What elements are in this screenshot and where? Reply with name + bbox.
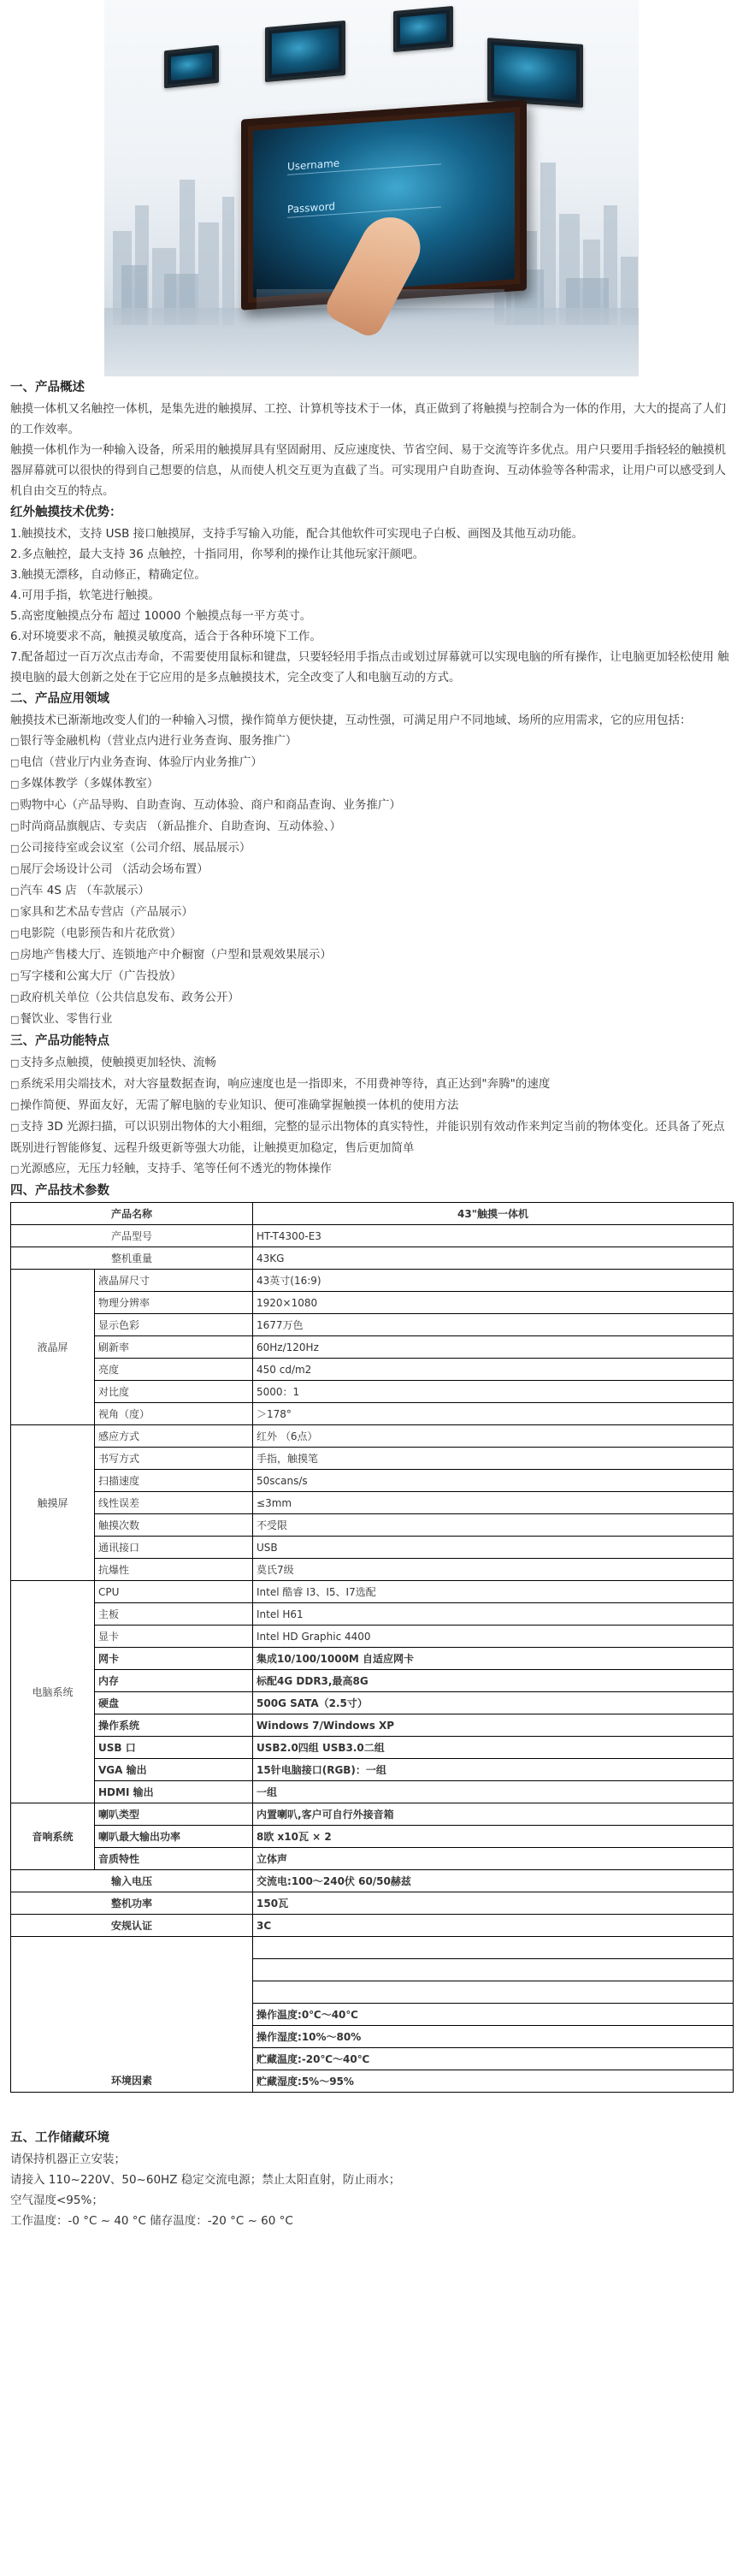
small-screen-1 bbox=[164, 45, 219, 89]
table-row bbox=[11, 1648, 734, 1670]
bullet-item: □ 光源感应，无压力轻触，支持手、笔等任何不透光的物体操作 bbox=[10, 1158, 733, 1180]
empty-cell bbox=[253, 1937, 734, 1959]
bullet-item: □ 电影院（电影预告和片花欣赏） bbox=[10, 923, 733, 945]
paragraph: 1.触摸技术，支持 USB 接口触摸屏，支持手写输入功能，配合其他软件可实现电子白板、画图及其他互动功能。 bbox=[10, 527, 584, 541]
spec-value-cell: 450 cd/m2 bbox=[253, 1359, 734, 1381]
table-row bbox=[11, 1448, 734, 1470]
model-value-cell: HT-T4300-E3 bbox=[253, 1225, 734, 1247]
table-row bbox=[11, 1336, 734, 1359]
power-value-cell: 150瓦 bbox=[253, 1892, 734, 1915]
group-label-cell: 音响系统 bbox=[11, 1803, 95, 1870]
spec-value-cell: Intel 酷睿 I3、I5、I7选配 bbox=[253, 1581, 734, 1603]
spec-key-cell: 主板 bbox=[95, 1603, 253, 1626]
spec-value-cell: 43英寸(16:9) bbox=[253, 1270, 734, 1292]
empty-cell bbox=[253, 1981, 734, 2004]
table-row bbox=[11, 1803, 734, 1826]
spec-key-cell: 音质特性 bbox=[95, 1848, 253, 1870]
bullet-item: □ 操作简便、界面友好，无需了解电脑的专业知识、便可准确掌握触摸一体机的使用方法 bbox=[10, 1095, 733, 1116]
spec-key-cell: 显卡 bbox=[95, 1626, 253, 1648]
table-row bbox=[11, 1626, 734, 1648]
spec-table bbox=[10, 1202, 734, 2093]
bullet-item: □ 家具和艺术品专营店（产品展示） bbox=[10, 902, 733, 923]
table-row bbox=[11, 1670, 734, 1692]
spec-value-cell: ＞178° bbox=[253, 1403, 734, 1425]
table-row bbox=[11, 1359, 734, 1381]
spec-key-cell: 书写方式 bbox=[95, 1448, 253, 1470]
spec-value-cell: 标配4G DDR3,最高8G bbox=[253, 1670, 734, 1692]
table-row bbox=[11, 1314, 734, 1336]
spec-key-cell: 内存 bbox=[95, 1670, 253, 1692]
spec-value-cell: 1920×1080 bbox=[253, 1292, 734, 1314]
voltage-value-cell: 交流电:100～240伏 60/50赫兹 bbox=[253, 1870, 734, 1892]
spec-key-cell: 喇叭类型 bbox=[95, 1803, 253, 1826]
paragraph: 触摸技术已渐渐地改变人们的一种输入习惯，操作简单方便快捷，互动性强，可满足用户不同地域、场所的应用需求，它的应用包括： bbox=[10, 714, 692, 727]
weight-value-cell: 43KG bbox=[253, 1247, 734, 1270]
spec-key-cell: 刷新率 bbox=[95, 1336, 253, 1359]
bullet-item: □ 餐饮业、零售行业 bbox=[10, 1009, 733, 1030]
spec-key-cell: CPU bbox=[95, 1581, 253, 1603]
paragraph: 请保持机器正立安装； bbox=[10, 2153, 126, 2166]
voltage-name-cell: 输入电压 bbox=[11, 1870, 253, 1892]
paragraph: 4.可用手指，软笔进行触摸。 bbox=[10, 589, 160, 602]
spec-key-cell: HDMI 输出 bbox=[95, 1781, 253, 1803]
spec-value-cell: 内置喇叭,客户可自行外接音箱 bbox=[253, 1803, 734, 1826]
table-row bbox=[11, 1692, 734, 1714]
table-row bbox=[11, 1892, 734, 1915]
empty-cell bbox=[253, 1959, 734, 1981]
section-heading: 二、产品应用领域 bbox=[10, 692, 109, 706]
table-row bbox=[11, 1537, 734, 1559]
outro-text bbox=[0, 2127, 743, 2231]
spec-value-cell: 一组 bbox=[253, 1781, 734, 1803]
bullet-item: □ 系统采用尖端技术，对大容量数据查询，响应速度也是一指即来，不用费神等待，真正达到"奔腾"的速度 bbox=[10, 1074, 733, 1095]
spec-key-cell: 通讯接口 bbox=[95, 1537, 253, 1559]
env-value-cell: 贮藏湿度:5%～95% bbox=[253, 2070, 734, 2093]
spec-value-cell: ≤3mm bbox=[253, 1492, 734, 1514]
bullet-item: □ 银行等金融机构（营业点内进行业务查询、服务推广） bbox=[10, 731, 733, 752]
table-row bbox=[11, 1292, 734, 1314]
paragraph: 红外触摸技术优势： bbox=[10, 506, 122, 519]
bullet-item: □ 房地产售楼大厅、连锁地产中介橱窗（户型和景观效果展示） bbox=[10, 945, 733, 966]
spec-value-cell: 莫氏7级 bbox=[253, 1559, 734, 1581]
table-row bbox=[11, 1225, 734, 1247]
spec-value-cell: 5000：1 bbox=[253, 1381, 734, 1403]
bullet-item: □ 购物中心（产品导购、自助查询、互动体验、商户和商品查询、业务推广） bbox=[10, 795, 733, 816]
table-row bbox=[11, 1492, 734, 1514]
header-name-cell: 产品名称 bbox=[11, 1203, 253, 1225]
table-row bbox=[11, 1737, 734, 1759]
table-row bbox=[11, 1581, 734, 1603]
spec-value-cell: 红外 （6点） bbox=[253, 1425, 734, 1448]
section-heading: 五、工作储藏环境 bbox=[10, 2131, 109, 2145]
paragraph: 6.对环境要求不高，触摸灵敏度高，适合于各种环境下工作。 bbox=[10, 630, 321, 643]
spec-value-cell: 15针电脑接口(RGB)：一组 bbox=[253, 1759, 734, 1781]
small-screen-2 bbox=[265, 21, 345, 82]
username-label: Username bbox=[287, 148, 441, 175]
table-row bbox=[11, 1759, 734, 1781]
weight-name-cell: 整机重量 bbox=[11, 1247, 253, 1270]
env-value-cell: 操作湿度:10%～80% bbox=[253, 2026, 734, 2048]
table-row bbox=[11, 1403, 734, 1425]
table-row bbox=[11, 1603, 734, 1626]
table-row bbox=[11, 1915, 734, 1937]
spec-key-cell: 操作系统 bbox=[95, 1714, 253, 1737]
header-value-cell: 43"触摸一体机 bbox=[253, 1203, 734, 1225]
paragraph: 7.配备超过一百万次点击寿命，不需要使用鼠标和键盘，只要轻轻用手指点击或划过屏幕就可以实现电脑的所有操作，让电脑更加轻松使用 触摸电脑的最大创新之处在于它应用的是多点触摸技术，完全改变了人和电脑互动的方式。 bbox=[10, 650, 729, 684]
spec-key-cell: 感应方式 bbox=[95, 1425, 253, 1448]
spec-key-cell: 对比度 bbox=[95, 1381, 253, 1403]
cert-value-cell: 3C bbox=[253, 1915, 734, 1937]
bullet-item: □ 展厅会场设计公司 （活动会场布置） bbox=[10, 859, 733, 880]
spec-value-cell: 手指，触摸笔 bbox=[253, 1448, 734, 1470]
section-heading: 四、产品技术参数 bbox=[10, 1184, 109, 1198]
spec-key-cell: 视角（度） bbox=[95, 1403, 253, 1425]
small-screen-4 bbox=[487, 38, 583, 108]
bullet-item: □ 时尚商品旗舰店、专卖店 （新品推介、自助查询、互动体验、） bbox=[10, 816, 733, 838]
bullet-item: □ 支持 3D 光源扫描，可以识别出物体的大小粗细，完整的显示出物体的真实特性，并能识别有效动作来判定当前的物体变化。还具备了死点既别进行智能修复、远程升级更新等强大功能，让触摸更加稳定，售后更加简单 bbox=[10, 1116, 733, 1158]
bullet-item: □ 电信（营业厅内业务查询、体验厅内业务推广） bbox=[10, 752, 733, 773]
group-label-cell: 电脑系统 bbox=[11, 1581, 95, 1803]
spec-value-cell: Intel HD Graphic 4400 bbox=[253, 1626, 734, 1648]
bullet-item: □ 汽车 4S 店 （车款展示） bbox=[10, 880, 733, 902]
paragraph: 3.触摸无漂移，自动修正，精确定位。 bbox=[10, 568, 206, 582]
spec-key-cell: 物理分辨率 bbox=[95, 1292, 253, 1314]
table-row bbox=[11, 1381, 734, 1403]
small-screen-3 bbox=[393, 6, 453, 52]
bullet-item: □ 政府机关单位（公共信息发布、政务公开） bbox=[10, 987, 733, 1009]
table-row bbox=[11, 1870, 734, 1892]
bullet-item: □ 公司接待室或会议室（公司介绍、展品展示） bbox=[10, 838, 733, 859]
paragraph: 空气湿度<95%； bbox=[10, 2194, 103, 2207]
table-row bbox=[11, 1247, 734, 1270]
section-heading: 三、产品功能特点 bbox=[10, 1034, 109, 1048]
table-row bbox=[11, 1203, 734, 1225]
spec-value-cell: USB bbox=[253, 1537, 734, 1559]
spec-value-cell: 50scans/s bbox=[253, 1470, 734, 1492]
spec-key-cell: 网卡 bbox=[95, 1648, 253, 1670]
table-row bbox=[11, 1559, 734, 1581]
spec-key-cell: USB 口 bbox=[95, 1737, 253, 1759]
intro-text bbox=[0, 376, 743, 1202]
spec-value-cell: USB2.0四组 USB3.0二组 bbox=[253, 1737, 734, 1759]
paragraph: 触摸一体机作为一种输入设备，所采用的触摸屏具有坚固耐用、反应速度快、节省空间、易于交流等许多优点。用户只要用手指轻轻的触摸机器屏幕就可以很快的得到自己想要的信息，从而使人机交互更为直截了当。可实现用户自助查询、互动体验等各种需求，让用户可以感受到人机自由交互的特点。 bbox=[10, 443, 726, 498]
table-row bbox=[11, 1270, 734, 1292]
paragraph: 2.多点触控，最大支持 36 点触控，十指同用，你琴利的操作让其他玩家汗颜吧。 bbox=[10, 548, 425, 561]
spec-key-cell: 液晶屏尺寸 bbox=[95, 1270, 253, 1292]
spec-value-cell: 8欧 x10瓦 × 2 bbox=[253, 1826, 734, 1848]
spec-key-cell: 扫描速度 bbox=[95, 1470, 253, 1492]
table-row bbox=[11, 1937, 734, 1959]
power-name-cell: 整机功率 bbox=[11, 1892, 253, 1915]
paragraph: 5.高密度触摸点分布 超过 10000 个触摸点每一平方英寸。 bbox=[10, 609, 312, 623]
spec-key-cell: 抗爆性 bbox=[95, 1559, 253, 1581]
spec-value-cell: 500G SATA（2.5寸） bbox=[253, 1692, 734, 1714]
spec-value-cell: 集成10/100/1000M 自适应网卡 bbox=[253, 1648, 734, 1670]
table-row bbox=[11, 1514, 734, 1537]
model-name-cell: 产品型号 bbox=[11, 1225, 253, 1247]
spacer bbox=[0, 2093, 743, 2127]
spec-key-cell: 线性误差 bbox=[95, 1492, 253, 1514]
spec-key-cell: VGA 输出 bbox=[95, 1759, 253, 1781]
table-row bbox=[11, 1425, 734, 1448]
spec-key-cell: 触摸次数 bbox=[95, 1514, 253, 1537]
table-row bbox=[11, 1470, 734, 1492]
spec-value-cell: Windows 7/Windows XP bbox=[253, 1714, 734, 1737]
spec-value-cell: 不受限 bbox=[253, 1514, 734, 1537]
hero-image bbox=[0, 0, 743, 376]
table-row bbox=[11, 1848, 734, 1870]
spec-key-cell: 亮度 bbox=[95, 1359, 253, 1381]
env-value-cell: 贮藏温度:-20℃～40℃ bbox=[253, 2048, 734, 2070]
bullet-item: □ 多媒体教学（多媒体教室） bbox=[10, 773, 733, 795]
paragraph: 请接入 110~220V、50~60HZ 稳定交流电源；禁止太阳直射，防止雨水； bbox=[10, 2173, 401, 2187]
cert-name-cell: 安规认证 bbox=[11, 1915, 253, 1937]
group-label-cell: 触摸屏 bbox=[11, 1425, 95, 1581]
section-heading: 一、产品概述 bbox=[10, 381, 85, 394]
group-label-cell: 液晶屏 bbox=[11, 1270, 95, 1425]
spec-key-cell: 喇叭最大输出功率 bbox=[95, 1826, 253, 1848]
paragraph: 触摸一体机又名触控一体机，是集先进的触摸屏、工控、计算机等技术于一体，真正做到了将触摸与控制合为一体的作用，大大的提高了人们的工作效率。 bbox=[10, 402, 726, 436]
paragraph: 工作温度：-0 °C ~ 40 °C 储存温度：-20 °C ~ 60 °C bbox=[10, 2214, 293, 2228]
group-label-cell: 环境因素 bbox=[11, 1937, 253, 2093]
spec-value-cell: 60Hz/120Hz bbox=[253, 1336, 734, 1359]
env-value-cell: 操作温度:0℃～40℃ bbox=[253, 2004, 734, 2026]
spec-value-cell: Intel H61 bbox=[253, 1603, 734, 1626]
spec-value-cell: 1677万色 bbox=[253, 1314, 734, 1336]
table-row bbox=[11, 1714, 734, 1737]
bullet-item: □ 写字楼和公寓大厅（广告投放） bbox=[10, 966, 733, 987]
password-label: Password bbox=[287, 191, 441, 218]
spec-value-cell: 立体声 bbox=[253, 1848, 734, 1870]
spec-key-cell: 硬盘 bbox=[95, 1692, 253, 1714]
spec-key-cell: 显示色彩 bbox=[95, 1314, 253, 1336]
bullet-item: □ 支持多点触摸，使触摸更加轻快、流畅 bbox=[10, 1052, 733, 1074]
table-row bbox=[11, 1826, 734, 1848]
table-row bbox=[11, 1781, 734, 1803]
